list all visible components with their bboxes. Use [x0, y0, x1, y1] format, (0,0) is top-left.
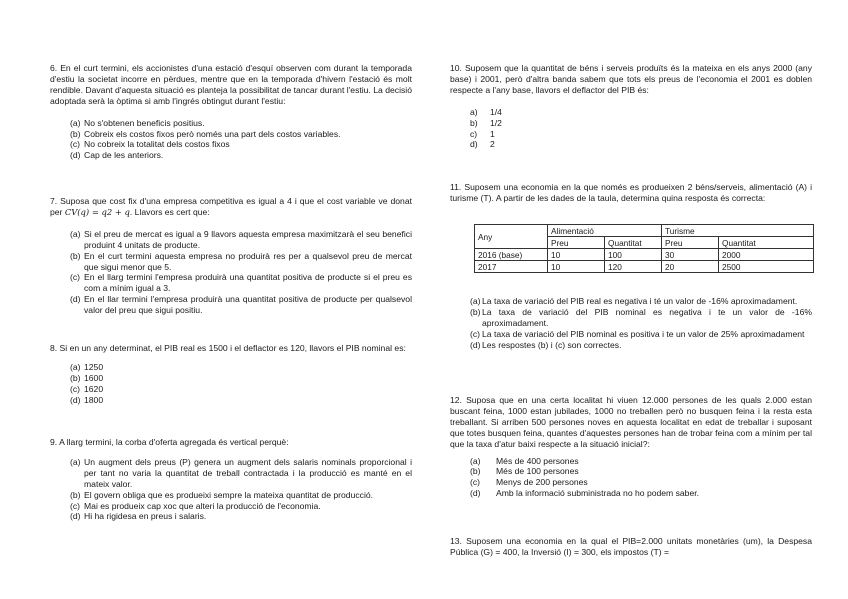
option[interactable]: (a) Un augment dels preus (P) genera un augment dels salaris nominals proporcional i per tant no varia la quantitat de treball contractada i la producció es manté en el mateix valor.: [70, 456, 412, 489]
table-header-cell: Quantitat: [605, 237, 662, 249]
table-cell: 2017: [475, 261, 548, 273]
option[interactable]: (b) La taxa de variació del PIB nominal es negativa i te un valor de -16% aproximadament.: [470, 306, 812, 328]
question-13-text: 13. Suposem una economia en la qual el PIB=2.000 unitats monetàries (um), la Despesa Pública (G) = 400, la Inversió (I) = 300, els impostos (T) =: [450, 536, 812, 557]
option[interactable]: (c) 1620: [70, 383, 104, 394]
option[interactable]: (b) 1600: [70, 372, 104, 383]
option[interactable]: (a) Més de 400 persones: [470, 455, 579, 466]
option[interactable]: (c) La taxa de variació del PIB nominal es positiva i te un valor de 25% aproximadament: [470, 328, 805, 339]
question-7-options: [50, 229, 412, 316]
table-cell: 30: [662, 249, 719, 261]
table-cell: 2016 (base): [475, 249, 548, 261]
table-header-cell: Preu: [662, 237, 719, 249]
option[interactable]: (c) Mai es produeix cap xoc que alteri la producció de l'economia.: [70, 500, 321, 511]
question-9-options: [50, 457, 412, 522]
question-8-options: [50, 362, 412, 406]
question-6: [50, 63, 412, 161]
question-11-text: 11. Suposem una economia en la que només es produeixen 2 béns/serveis, alimentació (A) i turisme (T). A partir de les dades de la taula, determina quina resposta és correcta:: [450, 182, 812, 203]
table-cell: 2500: [719, 261, 814, 273]
table-cell: 120: [605, 261, 662, 273]
table-header-cell: Quantitat: [719, 237, 814, 249]
option[interactable]: (d) Amb la informació subministrada no ho podem saber.: [470, 488, 700, 499]
table-cell: 10: [548, 249, 605, 261]
question-9-text: 9. A llarg termini, la corba d'oferta agregada és vertical perquè:: [50, 437, 289, 447]
table-cell: 20: [662, 261, 719, 273]
option[interactable]: (b) En el curt termini aquesta empresa no produirà res per a qualsevol preu de mercat que sigui menor que 5.: [70, 250, 412, 272]
option[interactable]: c) 1: [470, 128, 495, 139]
question-10-text: 10. Suposem que la quantitat de béns i serveis produïts és la mateixa en els anys 2000 (any base) i 2001, però d'altra banda sabem que tots els preus de l'economia el 2001 es doblen respecte a l'any base, llavors el deflactor del PIB és:: [450, 63, 812, 95]
question-7-text: 7. Suposa que cost fix d'una empresa competitiva es igual a 4 i que el cost variable ve donat per CV(q) = q2 + q. Llavors es cert que:: [50, 196, 412, 217]
table-row: [475, 249, 814, 261]
option[interactable]: a) 1/4: [470, 106, 502, 117]
price-quantity-table: [474, 224, 814, 273]
question-8-text: 8. Si en un any determinat, el PIB real es 1500 i el deflactor es 120, llavors el PIB nominal es:: [50, 343, 406, 353]
option[interactable]: (a) No s'obtenen beneficis positius.: [70, 117, 205, 128]
table-header-year: Any: [475, 225, 548, 249]
cost-formula: CV(q) = q2 + q: [64, 206, 130, 217]
table-header-group: Turisme: [662, 225, 814, 237]
option[interactable]: (b) Més de 100 persones: [470, 466, 579, 477]
table-cell: 100: [605, 249, 662, 261]
table-header-group: Alimentació: [548, 225, 662, 237]
option[interactable]: (a) La taxa de variació del PIB real es negativa i té un valor de -16% aproximadament.: [470, 296, 798, 306]
question-10-options: [450, 107, 812, 151]
option[interactable]: d) 2: [470, 139, 495, 150]
question-7: [50, 196, 412, 316]
question-6-options: [50, 118, 412, 162]
question-11: [450, 182, 812, 204]
option[interactable]: (d) En el llar termini l'empresa produirà una quantitat positiva de producte per qualsevol valor del preu que sigui positiu.: [70, 294, 412, 316]
option[interactable]: (c) Menys de 200 persones: [470, 477, 588, 488]
table-row: [475, 261, 814, 273]
table-cell: 2000: [719, 249, 814, 261]
question-12: [450, 395, 812, 499]
question-10: [450, 63, 812, 150]
option[interactable]: (d) Cap de les anteriors.: [70, 150, 164, 161]
option[interactable]: (d) Les respostes (b) i (c) son correctes.: [470, 339, 622, 350]
table-header-cell: Preu: [548, 237, 605, 249]
question-9: [50, 437, 412, 522]
option[interactable]: (a) 1250: [70, 361, 104, 372]
question-8: [50, 343, 412, 406]
question-11-options: [450, 296, 812, 351]
question-12-text: 12. Suposa que en una certa localitat hi viuen 12.000 persones de les quals 2.000 estan buscant feina, 1000 estan jubilades, 1000 no treballen però no busquen feina i la resta esta treballant. Si arriben 500 persones noves en aquesta localitat en edat de treballar i suposant que totes busquen feina, quantes d'aquestes persones han de trobar feina com a mínim per tal que la taxa d'atur baixi respecte a la situació inicial?:: [450, 395, 812, 449]
option[interactable]: (b) Cobreix els costos fixos però només una part dels costos variables.: [70, 128, 341, 139]
option[interactable]: (a) Si el preu de mercat es igual a 9 llavors aquesta empresa maximitzarà el seu benefici produint 4 unitats de producte.: [70, 228, 412, 250]
option[interactable]: (d) Hi ha rigidesa en preus i salaris.: [70, 511, 207, 522]
question-6-text: 6. En el curt termini, els accionistes d'una estació d'esquí observen com durant la temporada d'estiu la societat incorre en pèrdues, mentre que en la temporada d'hivern l'estació és molt rendible. Davant d'aquesta situació es planteja la possibilitat de tancar durant l'estiu. La decisió adoptada serà la òptima si amb l'ingrés obtingut durant l'estiu:: [50, 63, 412, 106]
option[interactable]: (b) El govern obliga que es produeixi sempre la mateixa quantitat de producció.: [70, 489, 374, 500]
option[interactable]: (c) En el llarg termini l'empresa produirà una quantitat positiva de producte si el preu es com a mínim igual a 3.: [70, 272, 412, 294]
option[interactable]: (c) No cobreix la totalitat dels costos fixos: [70, 139, 230, 150]
question-12-options: [450, 456, 812, 500]
question-13: [450, 536, 812, 558]
option[interactable]: (d) 1800: [70, 394, 104, 405]
table-cell: 10: [548, 261, 605, 273]
option[interactable]: b) 1/2: [470, 117, 502, 128]
